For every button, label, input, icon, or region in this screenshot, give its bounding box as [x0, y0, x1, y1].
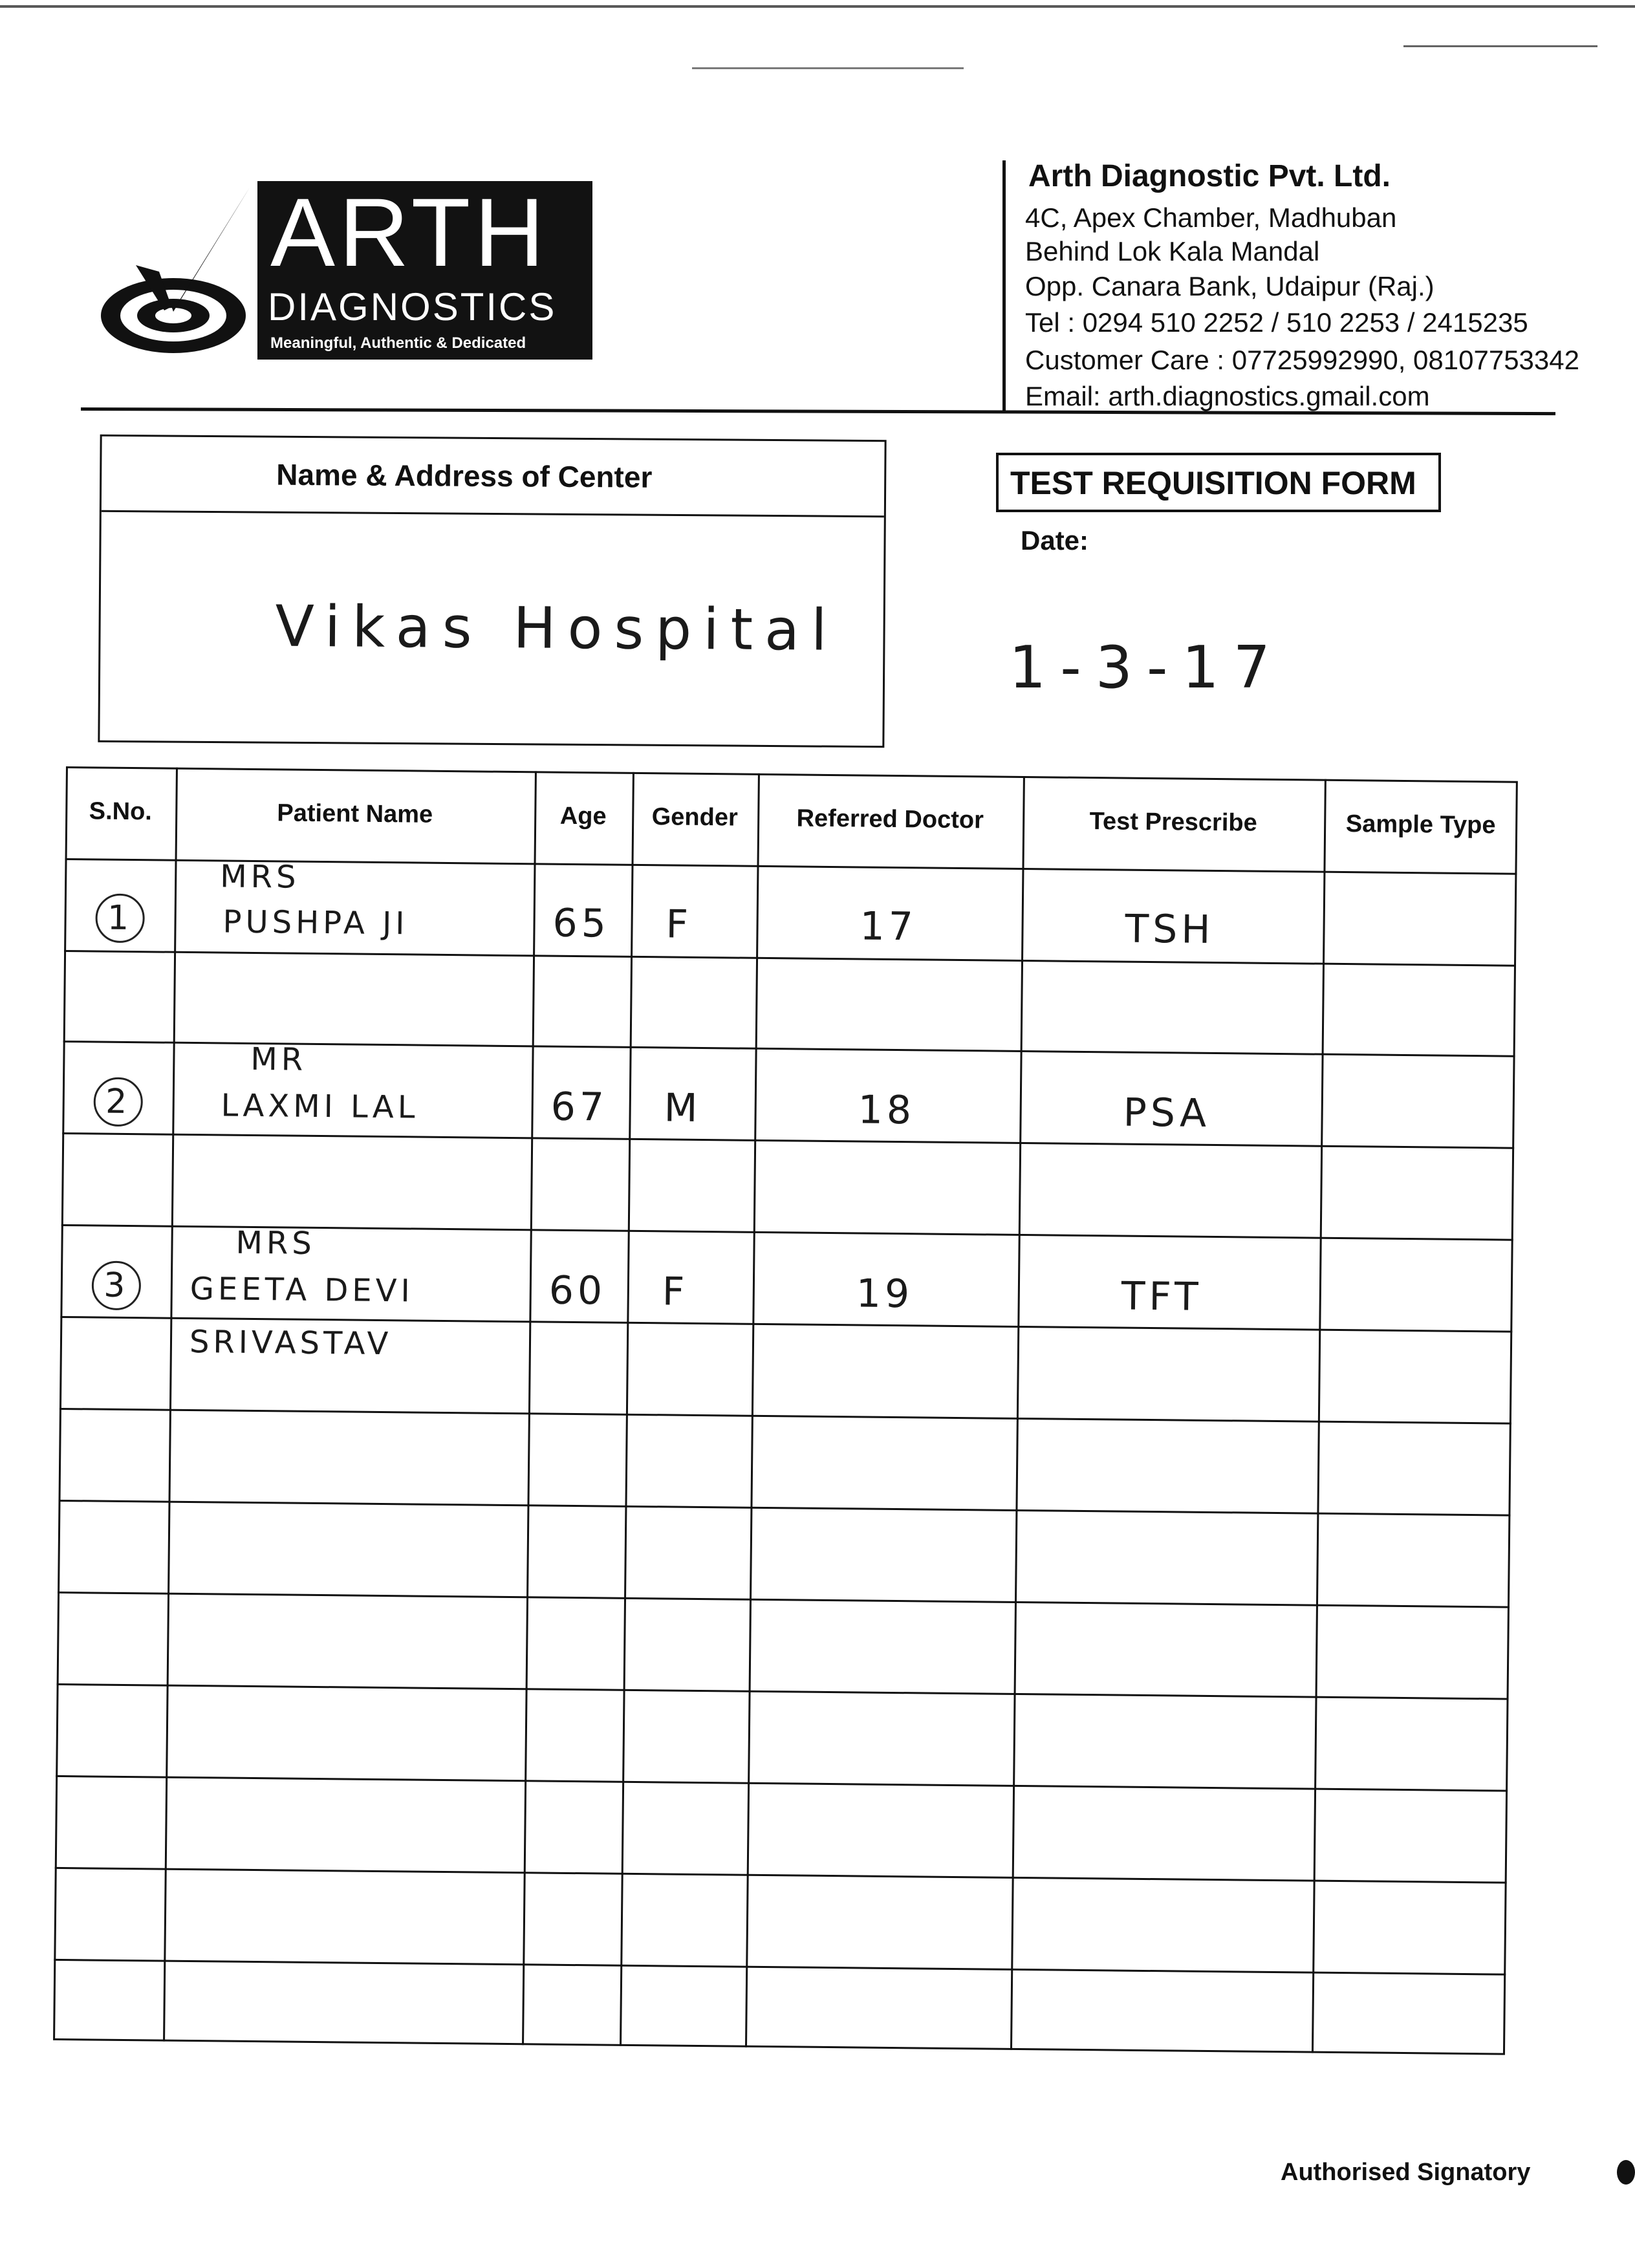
- row-referred-doctor: 17: [860, 903, 918, 950]
- header-referred-doctor: Referred Doctor: [796, 805, 984, 834]
- form-title: TEST REQUISITION FORM: [1010, 465, 1416, 501]
- header-sno: S.No.: [89, 797, 153, 826]
- company-customer-care: Customer Care : 07725992990, 08107753342: [1025, 345, 1579, 375]
- company-tel: Tel : 0294 510 2252 / 510 2253 / 2415235: [1025, 307, 1528, 338]
- scan-edge-line: [0, 5, 1635, 8]
- requisition-table: [53, 766, 1518, 2055]
- row-gender: F: [666, 902, 693, 947]
- logo-wordmark: [257, 178, 592, 360]
- header-sample-type: Sample Type: [1345, 810, 1496, 839]
- logo-tagline: Meaningful, Authentic & Dedicated: [270, 334, 526, 352]
- header-gender: Gender: [651, 803, 738, 832]
- logo-subtitle: DIAGNOSTICS: [268, 285, 557, 329]
- row-gender: M: [664, 1085, 702, 1131]
- company-address-line2: Behind Lok Kala Mandal: [1025, 236, 1320, 266]
- center-box: [98, 435, 886, 748]
- scan-edge-line: [1403, 45, 1597, 47]
- row-test-prescribe: PSA: [1123, 1090, 1211, 1136]
- logo-brand: ARTH: [270, 178, 548, 286]
- row-referred-doctor: 18: [858, 1087, 916, 1134]
- row-patient-name-continued: SRIVASTAV: [189, 1323, 393, 1363]
- row-sno: 3: [91, 1260, 141, 1310]
- row-patient-name: PUSHPA JI: [222, 903, 409, 942]
- header-divider: [1002, 160, 1006, 411]
- scan-edge-mark: [1617, 2160, 1635, 2185]
- center-box-header: [102, 437, 885, 517]
- authorised-signatory: Authorised Signatory: [1281, 2159, 1531, 2186]
- center-value: Vikas Hospital: [275, 592, 839, 664]
- row-patient-title: MRS: [235, 1224, 316, 1262]
- target-check-icon: [97, 175, 259, 369]
- company-name: Arth Diagnostic Pvt. Ltd.: [1028, 159, 1391, 193]
- row-patient-title: MR: [250, 1041, 307, 1078]
- scan-edge-line: [692, 67, 964, 69]
- row-sno: 1: [95, 893, 145, 943]
- row-sno: 2: [93, 1077, 143, 1127]
- header-patient-name: Patient Name: [277, 799, 433, 828]
- form-title-box: [996, 453, 1441, 512]
- arth-logo: [97, 175, 595, 369]
- header-test-prescribe: Test Prescribe: [1089, 808, 1257, 837]
- date-label: Date:: [1021, 525, 1089, 556]
- row-patient-title: MRS: [220, 858, 300, 896]
- row-test-prescribe: TFT: [1121, 1273, 1202, 1320]
- row-patient-name: LAXMI LAL: [221, 1087, 419, 1126]
- date-value: 1-3-17: [1009, 634, 1284, 702]
- row-age: 67: [550, 1084, 609, 1130]
- center-label: Name & Address of Center: [276, 457, 653, 494]
- header-age: Age: [559, 802, 607, 830]
- row-referred-doctor: 19: [856, 1271, 914, 1317]
- row-age: 65: [552, 900, 611, 947]
- row-age: 60: [548, 1268, 607, 1314]
- company-address-line1: 4C, Apex Chamber, Madhuban: [1025, 202, 1397, 233]
- row-patient-name: GEETA DEVI: [189, 1270, 414, 1310]
- company-email: Email: arth.diagnostics.gmail.com: [1025, 381, 1430, 411]
- row-gender: F: [662, 1269, 689, 1315]
- company-address-line3: Opp. Canara Bank, Udaipur (Raj.): [1025, 271, 1435, 301]
- row-test-prescribe: TSH: [1125, 906, 1215, 953]
